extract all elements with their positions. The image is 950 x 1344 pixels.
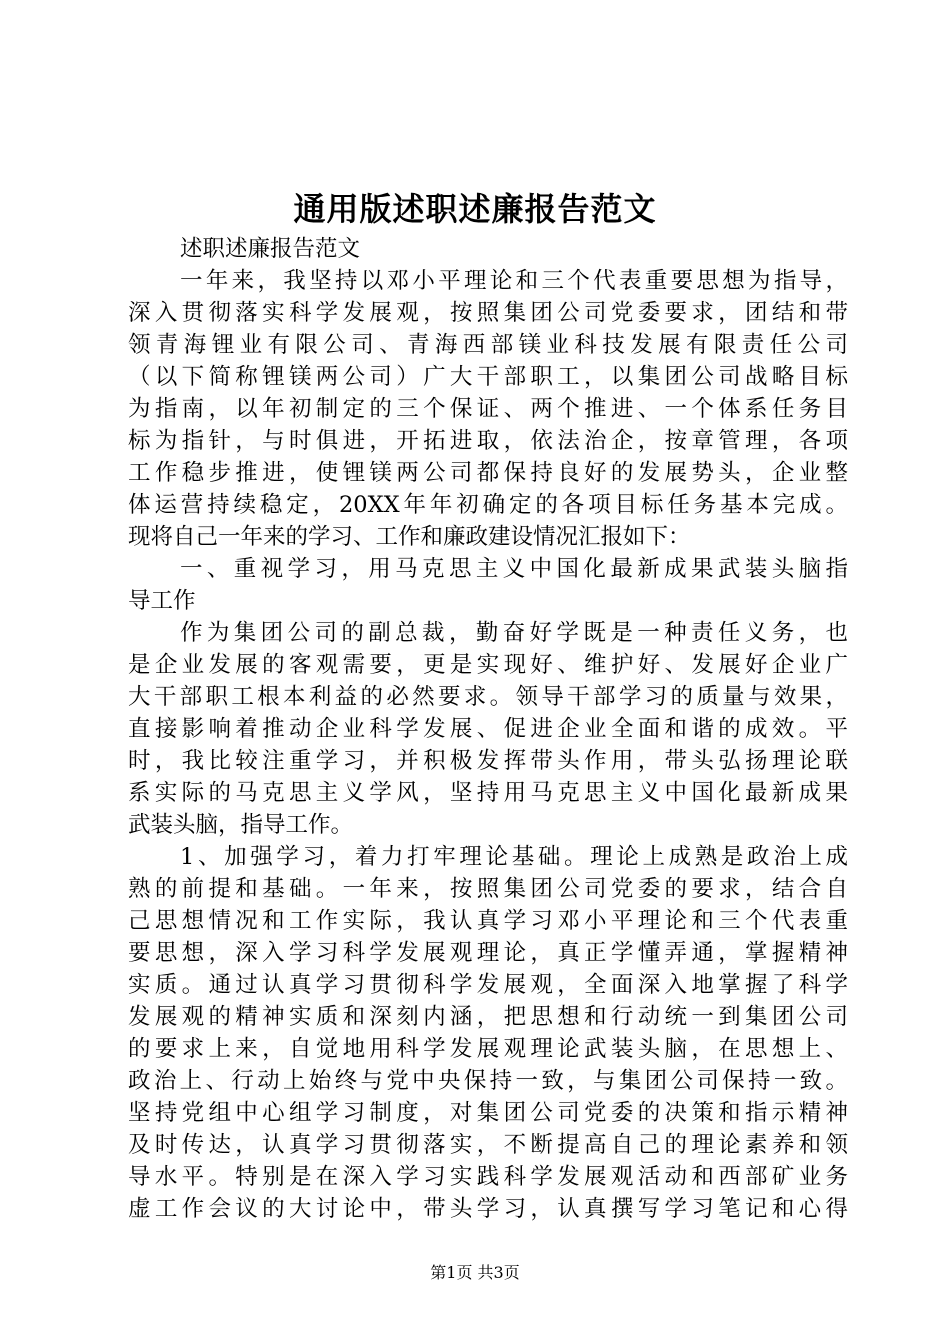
text-line: 直接影响着推动企业科学发展、促进企业全面和谐的成效。平 <box>128 716 848 742</box>
text-line: 时，我比较注重学习，并积极发挥带头作用，带头弘扬理论联 <box>128 748 848 774</box>
text-line: 现将自己一年来的学习、工作和廉政建设情况汇报如下： <box>128 524 691 550</box>
text-line: （以下简称锂镁两公司）广大干部职工，以集团公司战略目标 <box>128 364 848 390</box>
text-line: 实质。通过认真学习贯彻科学发展观，全面深入地掌握了科学 <box>128 972 848 998</box>
text-line: 标为指针，与时俱进，开拓进取，依法治企，按章管理，各项 <box>128 428 848 454</box>
text-line: 工作稳步推进，使锂镁两公司都保持良好的发展势头，企业整 <box>128 460 848 486</box>
text-line: 作为集团公司的副总裁，勤奋好学既是一种责任义务，也 <box>180 620 848 646</box>
text-line: 虚工作会议的大讨论中，带头学习，认真撰写学习笔记和心得 <box>128 1196 848 1222</box>
text-line: 系实际的马克思主义学风，坚持用马克思主义中国化最新成果 <box>128 780 848 806</box>
text-line: 是企业发展的客观需要，更是实现好、维护好、发展好企业广 <box>128 652 848 678</box>
text-line: 及时传达，认真学习贯彻落实，不断提高自己的理论素养和领 <box>128 1132 848 1158</box>
text-line: 述职述廉报告范文 <box>180 236 361 262</box>
text-line: 坚持党组中心组学习制度，对集团公司党委的决策和指示精神 <box>128 1100 848 1126</box>
page-footer: 第1页 共3页 <box>430 1263 520 1282</box>
text-line: 领青海锂业有限公司、青海西部镁业科技发展有限责任公司 <box>128 332 848 358</box>
text-line: 发展观的精神实质和深刻内涵，把思想和行动统一到集团公司 <box>128 1004 848 1030</box>
text-line: 武装头脑，指导工作。 <box>128 812 354 838</box>
text-line: 的要求上来，自觉地用科学发展观理论武装头脑，在思想上、 <box>128 1036 848 1062</box>
text-line: 大干部职工根本利益的必然要求。领导干部学习的质量与效果， <box>128 684 848 710</box>
text-line: 为指南，以年初制定的三个保证、两个推进、一个体系任务目 <box>128 396 848 422</box>
text-line: 深入贯彻落实科学发展观，按照集团公司党委要求，团结和带 <box>128 300 848 326</box>
document-title: 通用版述职述廉报告范文 <box>293 190 657 228</box>
text-line: 体运营持续稳定，20XX年年初确定的各项目标任务基本完成。 <box>128 492 848 518</box>
text-line: 政治上、行动上始终与党中央保持一致，与集团公司保持一致。 <box>128 1068 848 1094</box>
text-line: 导工作 <box>128 588 196 614</box>
document-body <box>128 233 848 1225</box>
text-line: 一、重视学习，用马克思主义中国化最新成果武装头脑指 <box>180 556 848 582</box>
text-line: 一年来，我坚持以邓小平理论和三个代表重要思想为指导， <box>180 268 848 294</box>
text-line: 己思想情况和工作实际，我认真学习邓小平理论和三个代表重 <box>128 908 848 934</box>
text-line: 导水平。特别是在深入学习实践科学发展观活动和西部矿业务 <box>128 1164 848 1190</box>
text-line: 1、加强学习，着力打牢理论基础。理论上成熟是政治上成 <box>180 844 848 870</box>
text-line: 要思想，深入学习科学发展观理论，真正学懂弄通，掌握精神 <box>128 940 848 966</box>
text-line: 熟的前提和基础。一年来，按照集团公司党委的要求，结合自 <box>128 876 848 902</box>
